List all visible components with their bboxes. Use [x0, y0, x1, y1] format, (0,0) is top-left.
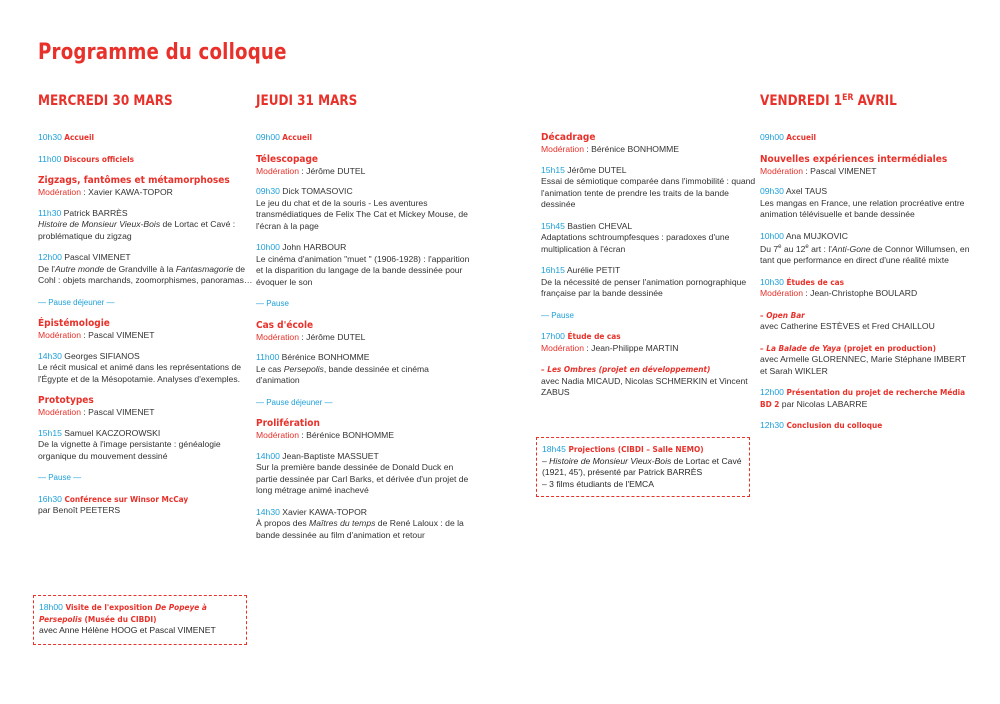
- day-heading-friday: VENDREDI 1ER AVRIL: [760, 93, 897, 109]
- session-header: Épistémologie Modération : Pascal VIMENET: [38, 318, 155, 340]
- column-friday: [760, 132, 975, 442]
- talk-item: 14h00 Jean-Baptiste MASSUET Sur la première bande dessinée de Donald Duck en partie dessinée par Carl Barks, et dérivée d'un projet de long métrage animé inachevé: [256, 450, 469, 495]
- talk-item: – Les Ombres (projet en développement) avec Nadia MICAUD, Nicolas SCHMERKIN et Vincent ZABUS: [541, 364, 748, 397]
- session-header: Décadrage Modération : Bérénice BONHOMME: [541, 132, 680, 154]
- talk-item: 15h15 Samuel KACZOROWSKI De la vignette à l'image persistante : généalogie organique du mouvement dessiné: [38, 427, 221, 461]
- day-heading-wednesday: MERCREDI 30 MARS: [38, 93, 173, 109]
- column-thursday: [256, 132, 471, 551]
- pause-marker: — Pause déjeuner —: [256, 397, 333, 407]
- talk-item: 10h00 Ana MUJKOVIC Du 7e au 12e art : l'Anti-Gone de Connor Willumsen, en tant que performance en direct d'une réalité mixte: [760, 230, 970, 266]
- talk-item: 12h30 Conclusion du colloque: [760, 420, 883, 431]
- talk-item: 09h30 Dick TOMASOVIC Le jeu du chat et de la souris - Les aventures transmédiatiques de Felix The Cat et Mickey Mouse, de l'écran à la page: [256, 186, 468, 231]
- pause-marker: — Pause —: [38, 473, 82, 482]
- program-item: 09h00 Accueil: [760, 132, 817, 142]
- talk-item: 14h30 Georges SIFIANOS Le récit musical et animé dans les représentations de l'Égypte et de la Mésopotamie. Analyses d'exemples.: [38, 350, 242, 384]
- program-item: 10h30 Accueil: [38, 132, 95, 142]
- event-box-exhibition: 18h00 Visite de l'exposition De Popeye à Persepolis (Musée du CIBDI) avec Anne Hélène HOOG et Pascal VIMENET: [33, 595, 247, 645]
- talk-item: 11h00 Bérénice BONHOMME Le cas Persepolis, bande dessinée et cinéma d'animation: [256, 352, 429, 385]
- session-header: Prototypes Modération : Pascal VIMENET: [38, 395, 155, 417]
- talk-item: 15h15 Jérôme DUTEL Essai de sémiotique comparée dans l'immobilité : quand l'animation tente de prendre les traits de la bande dessinée: [541, 164, 756, 209]
- talk-item: 15h45 Bastien CHEVAL Adaptations schtroumpfesques : paradoxes d'une multiplication à l'écran: [541, 220, 730, 254]
- pause-marker: — Pause: [541, 310, 574, 320]
- column-thursday-continued: [541, 132, 756, 409]
- event-box-screenings: 18h45 Projections (CIBDI – Salle NEMO) – Histoire de Monsieur Vieux-Bois de Lortac et Cavé (1921, 45'), présenté par Patrick BARRÈS – 3 films étudiants de l'EMCA: [536, 437, 750, 497]
- talk-item: 14h30 Xavier KAWA-TOPOR À propos des Maîtres du temps de René Laloux : de la bande dessinée au film d'animation et retour: [256, 506, 464, 540]
- session-header: Télescopage Modération : Jérôme DUTEL: [256, 153, 366, 176]
- talk-item: – La Balade de Yaya (projet en production) avec Armelle GLORENNEC, Marie Stéphane IMBERT et Sarah WIKLER: [760, 342, 967, 376]
- session-header: Prolifération Modération : Bérénice BONHOMME: [256, 418, 395, 440]
- talk-item: 17h00 Étude de cas Modération : Jean-Philippe MARTIN: [541, 331, 679, 353]
- day-heading-thursday: JEUDI 31 MARS: [256, 93, 358, 109]
- session-header: Zigzags, fantômes et métamorphoses Modération : Xavier KAWA-TOPOR: [38, 175, 230, 197]
- program-item: 09h00 Accueil: [256, 132, 313, 142]
- pause-marker: — Pause déjeuner —: [38, 297, 115, 307]
- talk-item: 10h30 Études de cas Modération : Jean-Christophe BOULARD: [760, 276, 918, 299]
- talk-item: 12h00 Présentation du projet de recherche Média BD 2 par Nicolas LABARRE: [760, 387, 966, 409]
- talk-item: 09h30 Axel TAUS Les mangas en France, une relation procréative entre animation télévisuelle et bande dessinée: [760, 186, 965, 219]
- column-wednesday: [38, 132, 253, 527]
- talk-item: 10h00 John HARBOUR Le cinéma d'animation "muet " (1906-1928) : l'apparition et la disparition du langage de la bande dessinée pour évoquer le son: [256, 242, 470, 287]
- page-title: Programme du colloque: [38, 40, 287, 65]
- session-header: Nouvelles expériences intermédiales Modération : Pascal VIMENET: [760, 153, 948, 176]
- talk-item: – Open Bar avec Catherine ESTÈVES et Fred CHAILLOU: [760, 309, 935, 332]
- talk-item: 16h30 Conférence sur Winsor McCay par Benoît PEETERS: [38, 493, 189, 515]
- talk-item: 11h30 Patrick BARRÈS Histoire de Monsieur Vieux-Bois de Lortac et Cavé : problématique du zigzag: [38, 207, 236, 241]
- pause-marker: — Pause: [256, 299, 289, 308]
- program-item: 11h00 Discours officiels: [38, 153, 135, 164]
- talk-item: 16h15 Aurélie PETIT De la nécessité de penser l'animation pornographique française par la bande dessinée: [541, 265, 747, 298]
- session-header: Cas d'école Modération : Jérôme DUTEL: [256, 319, 366, 342]
- talk-item: 12h00 Pascal VIMENET De l'Autre monde de Grandville à la Fantasmagorie de Cohl : objets marchands, zoomorphismes, panoramas…: [38, 252, 253, 285]
